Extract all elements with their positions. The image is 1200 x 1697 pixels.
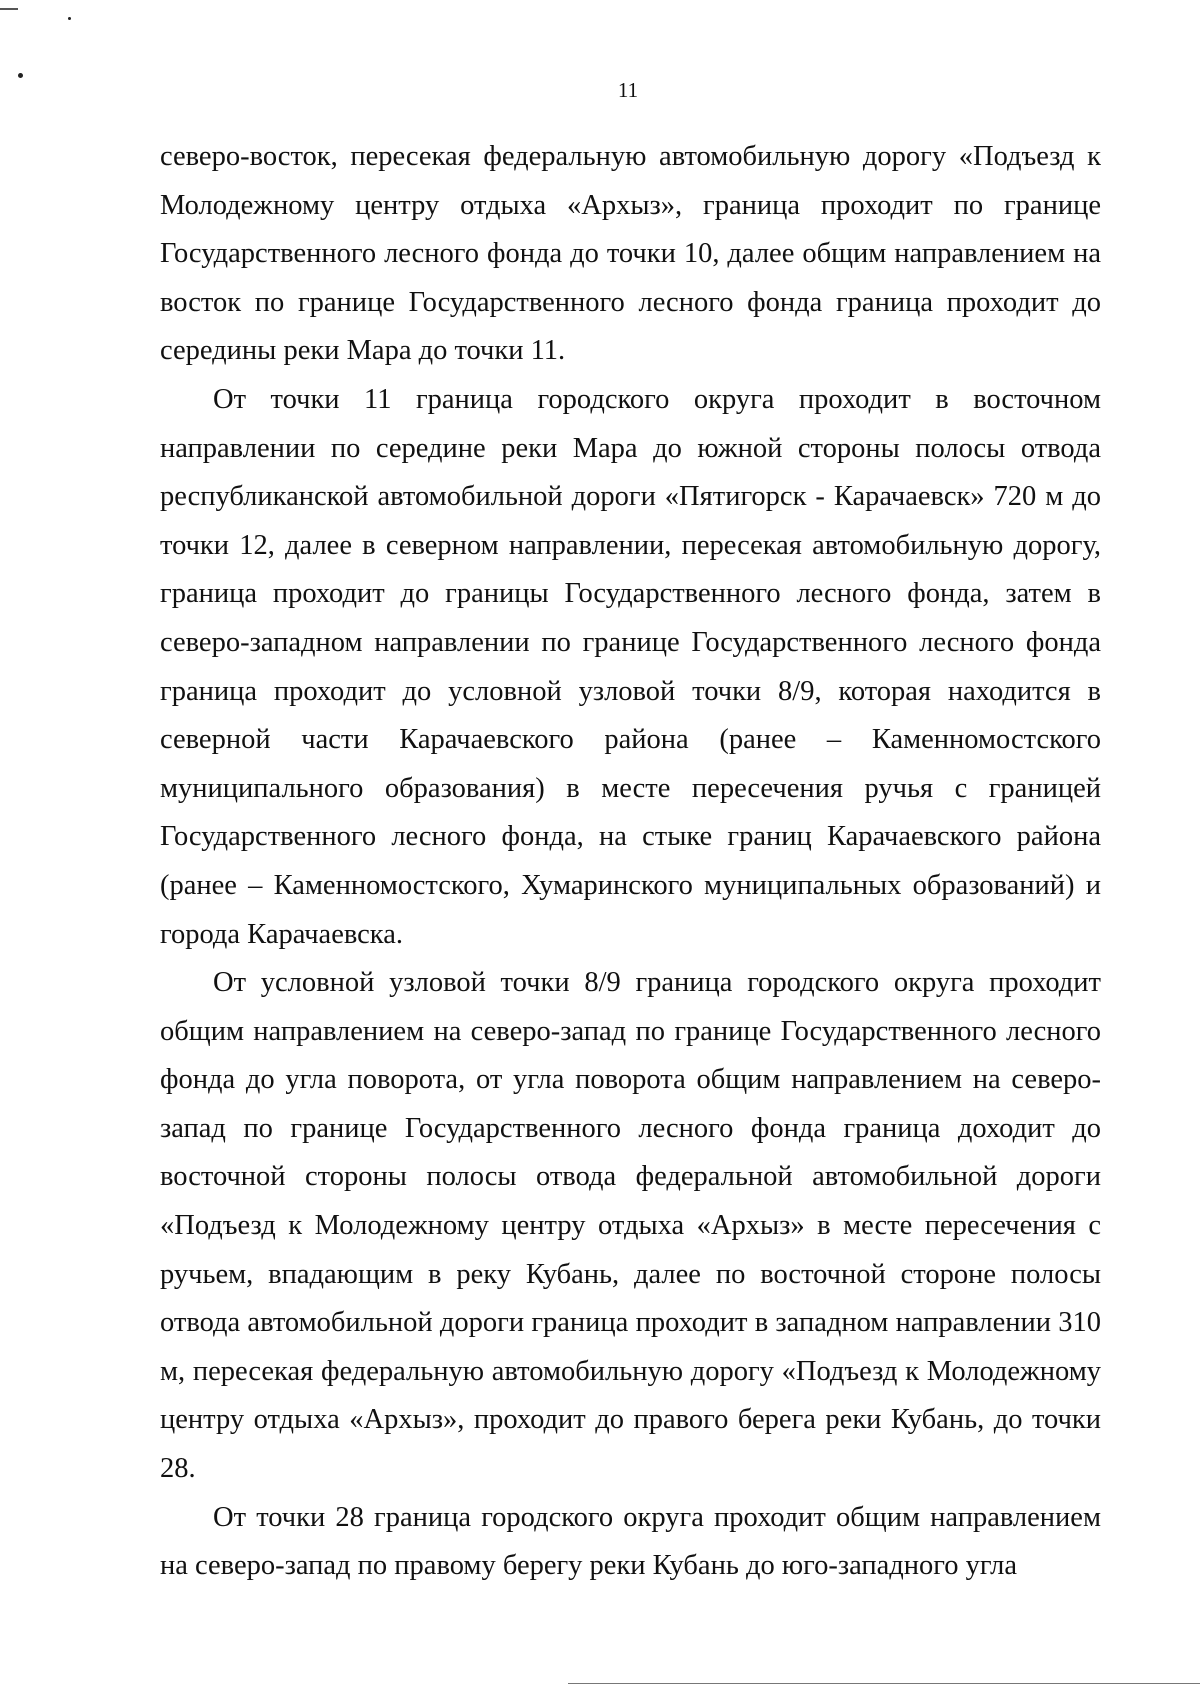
paragraph: От условной узловой точки 8/9 граница городского округа проходит общим направлением на северо-запад по границе Государственного лесного фонда до угла поворота, от угла поворота общим направлением на северо-запад по границе Государственного лесного фонда граница доходит до восточной стороны полосы отвода федеральной автомобильной дороги «Подъезд к Молодежному центру отдыха «Архыз» в месте пересечения с ручьем, впадающим в реку Кубань, далее по восточной стороне полосы отвода автомобильной дороги граница проходит в западном направлении 310 м, пересекая федеральную автомобильную дорогу «Подъезд к Молодежному центру отдыха «Архыз», проходит до правого берега реки Кубань, до точки 28. — [160, 967, 1101, 1485]
scan-bottom-edge — [568, 1683, 1200, 1684]
page-number: 11 — [617, 78, 639, 102]
scan-edge-mark — [0, 8, 18, 10]
document-body — [160, 133, 1101, 1591]
paragraph-continuation: северо-восток, пересекая федеральную автомобильную дорогу «Подъезд к Молодежному центру отдыха «Архыз», граница проходит по границе Государственного лесного фонда до точки 10, далее общим направлением на восток по границе Государственного лесного фонда граница проходит до середины реки Мара до точки 11. — [160, 141, 1101, 367]
paragraph: От точки 11 граница городского округа проходит в восточном направлении по середине реки Мара до южной стороны полосы отвода республиканской автомобильной дороги «Пятигорск - Карачаевск» 720 м до точки 12, далее в северном направлении, пересекая автомобильную дорогу, граница проходит до границы Государственного лесного фонда, затем в северо-западном направлении по границе Государственного лесного фонда граница проходит до условной узловой точки 8/9, которая находится в северной части Карачаевского района (ранее – Каменномостского муниципального образования) в месте пересечения ручья с границей Государственного лесного фонда, на стыке границ Карачаевского района (ранее – Каменномостского, Хумаринского муниципальных образований) и города Карачаевска. — [160, 383, 1101, 950]
scan-dot — [68, 17, 71, 20]
paragraph: От точки 28 граница городского округа проходит общим направлением на северо-запад по правому берегу реки Кубань до юго-западного угла — [160, 1501, 1101, 1582]
